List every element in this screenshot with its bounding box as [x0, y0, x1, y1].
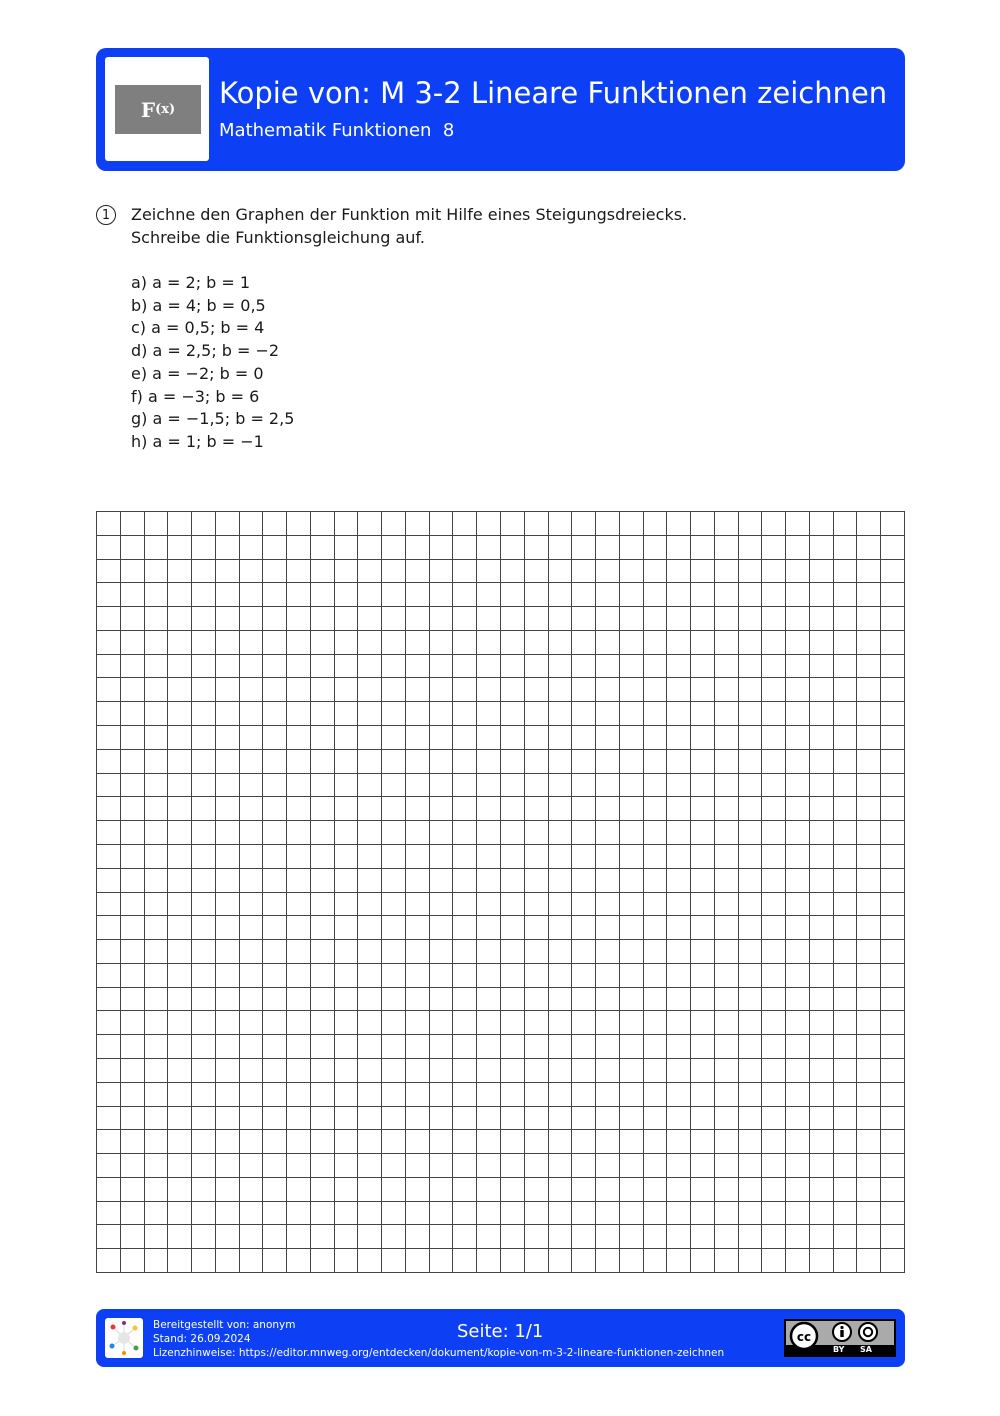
footer-meta — [153, 1318, 724, 1360]
task-instruction-line2: Schreibe die Funktionsgleichung auf. — [131, 228, 425, 247]
footer-bar — [96, 1309, 905, 1367]
license-link[interactable]: Lizenzhinweise: https://editor.mnweg.org/entdecken/dokument/kopie-von-m-3-2-lineare-funktionen-zeichnen — [153, 1347, 725, 1359]
subject-logo — [105, 57, 209, 161]
task-item: c) a = 0,5; b = 4 — [131, 318, 265, 338]
task-item: h) a = 1; b = −1 — [131, 431, 264, 451]
task-item: b) a = 4; b = 0,5 — [131, 295, 266, 315]
task-item: g) a = −1,5; b = 2,5 — [131, 409, 295, 429]
graph-paper-grid — [96, 511, 905, 1273]
task-item: a) a = 2; b = 1 — [131, 273, 251, 292]
page-indicator: Seite: 1/1 — [457, 1321, 544, 1342]
task-number: 1 — [96, 205, 116, 225]
date-stamp: Stand: 26.09.2024 — [153, 1333, 251, 1345]
task-item: f) a = −3; b = 6 — [131, 386, 260, 406]
page-subtitle: Mathematik Funktionen 8 — [219, 120, 455, 141]
task-item: e) a = −2; b = 0 — [131, 363, 264, 383]
cc-by-sa-icon — [784, 1319, 896, 1357]
task-item-list — [131, 272, 294, 454]
logo-text: F — [140, 97, 156, 122]
page-title: Kopie von: M 3-2 Lineare Funktionen zeichnen — [219, 76, 888, 110]
mnweg-logo-icon — [105, 1318, 143, 1358]
cc-by-label: BY — [833, 1345, 845, 1354]
function-icon — [115, 85, 201, 134]
header-banner — [96, 48, 905, 171]
task-item: d) a = 2,5; b = −2 — [131, 341, 280, 361]
svg-text:cc: cc — [796, 1330, 812, 1344]
task-instructions — [131, 203, 687, 249]
task-instruction-line1: Zeichne den Graphen der Funktion mit Hilfe eines Steigungsdreiecks. — [131, 205, 688, 224]
provided-by: Bereitgestellt von: anonym — [153, 1319, 296, 1331]
logo-text-small: (x) — [155, 102, 176, 117]
cc-sa-label: SA — [860, 1345, 872, 1354]
